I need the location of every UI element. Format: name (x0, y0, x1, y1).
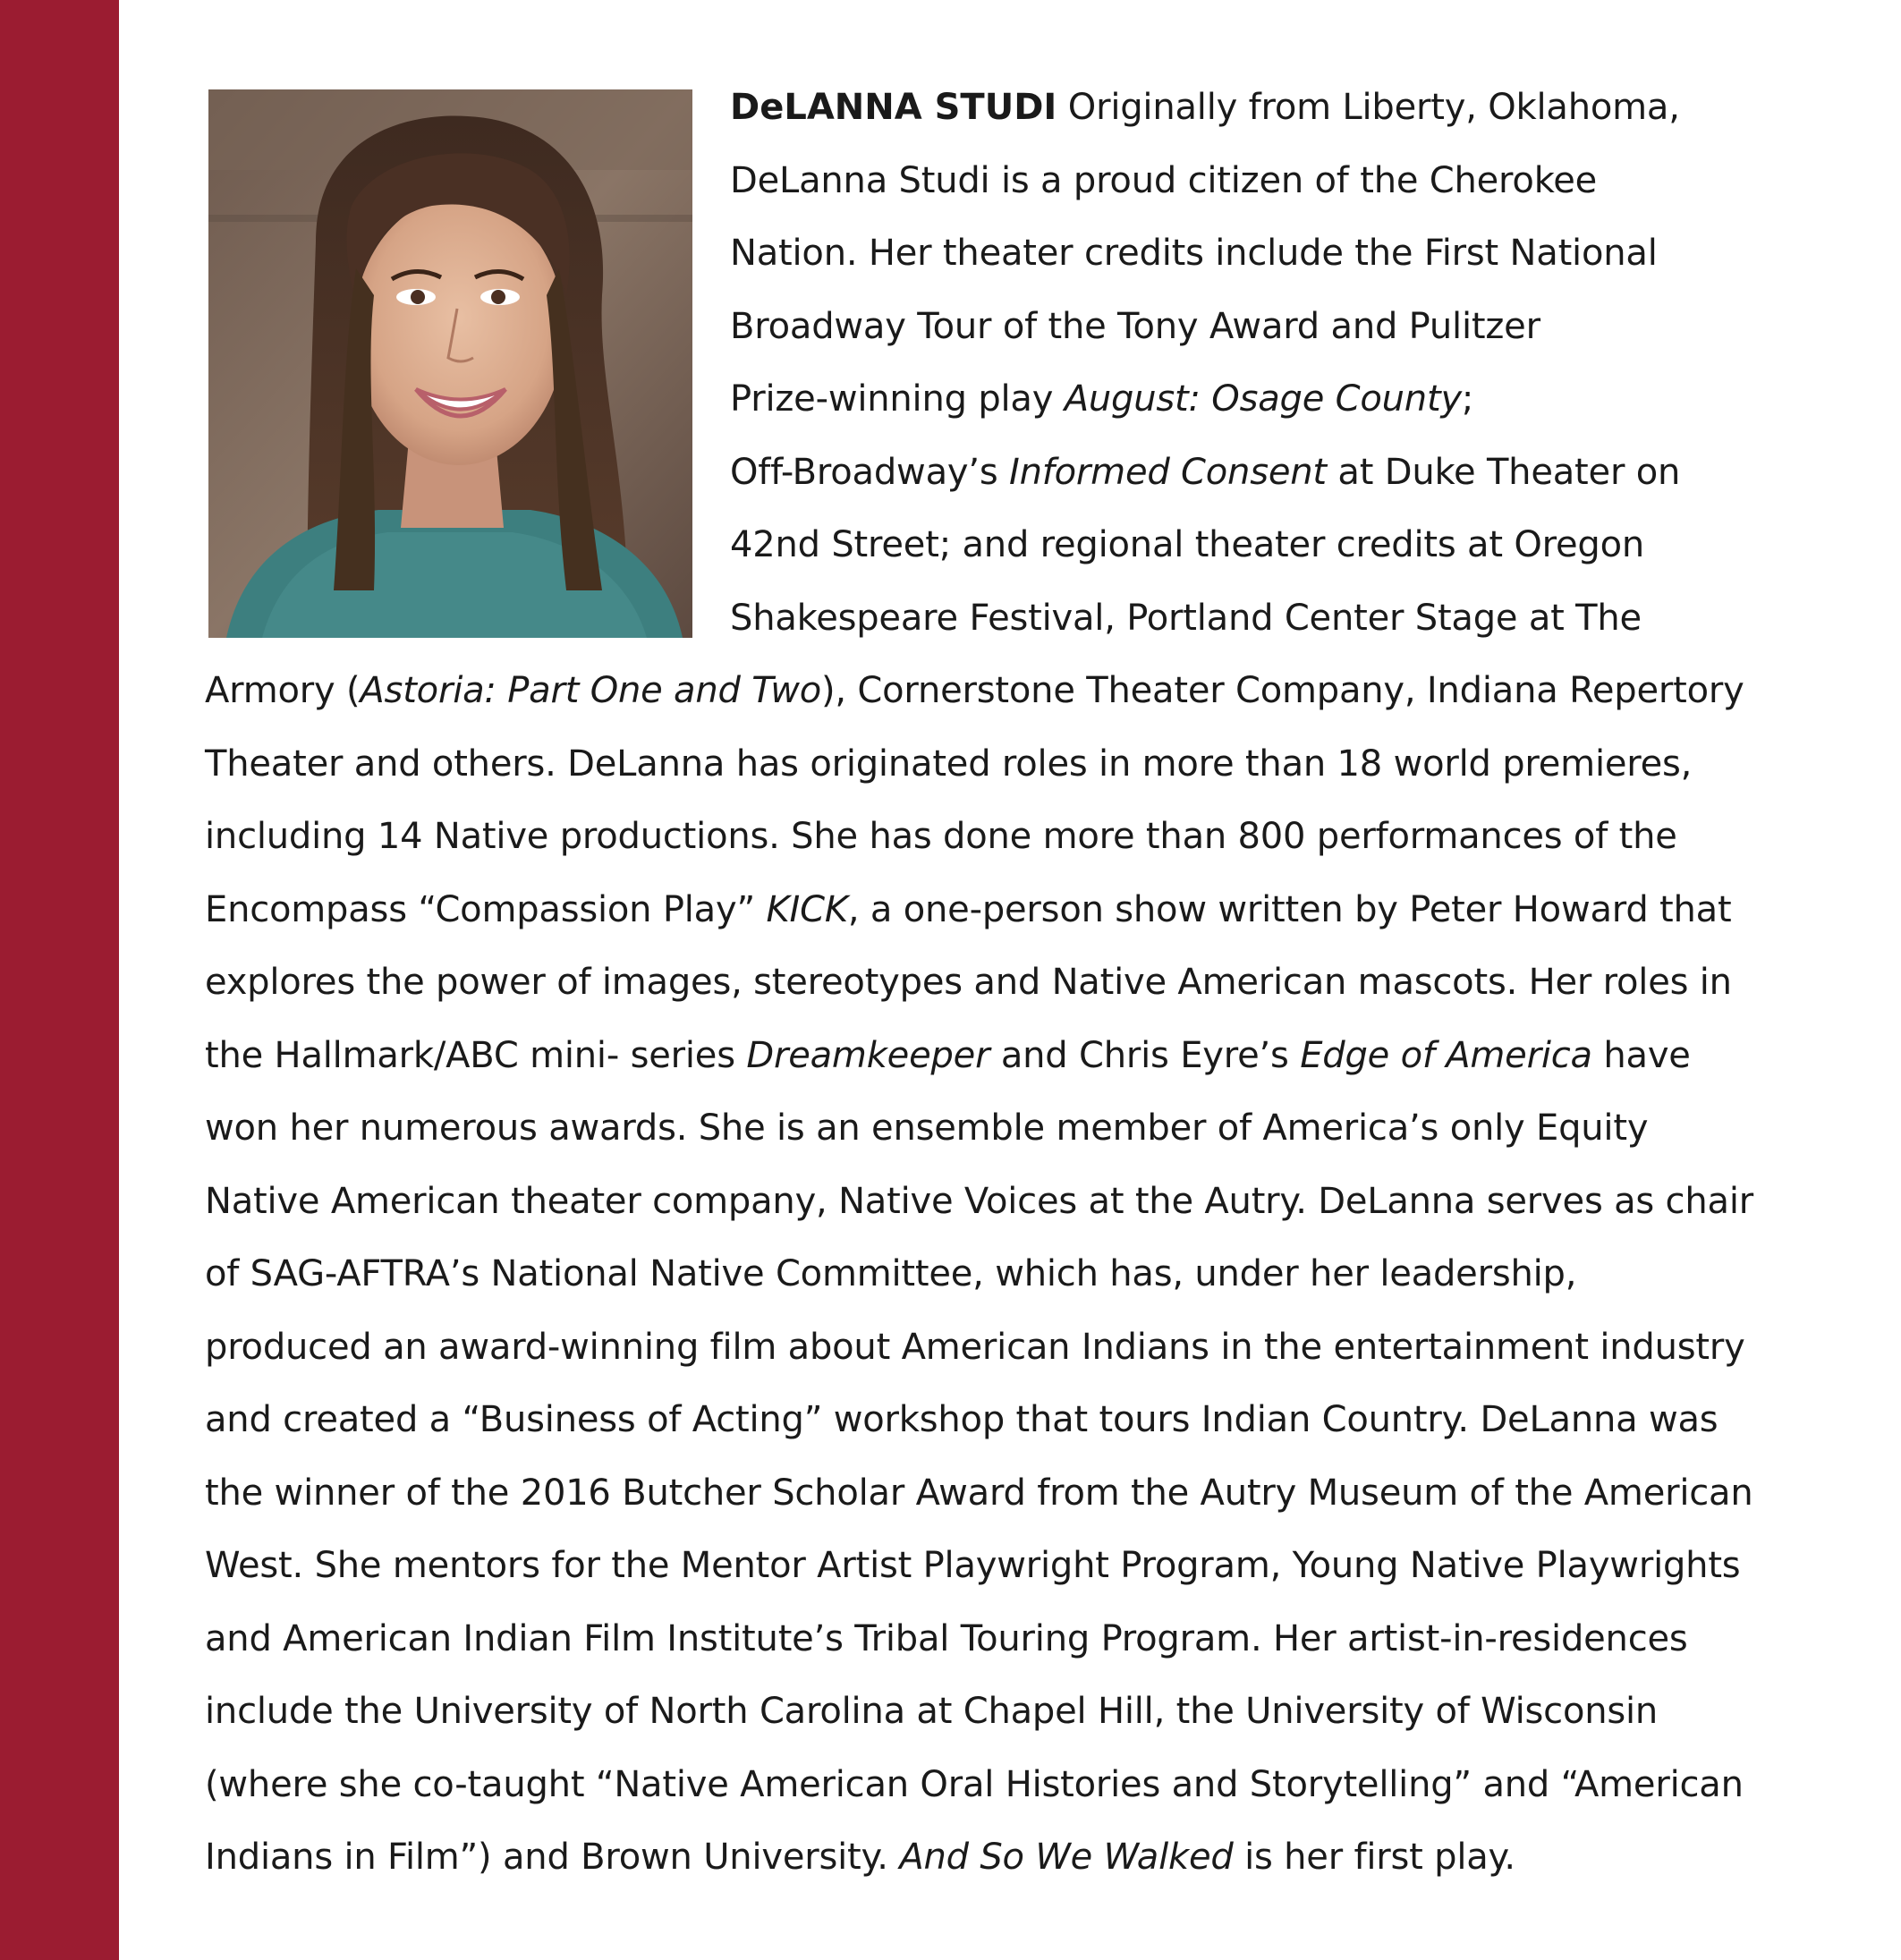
title-informed-consent: Informed Consent (1009, 451, 1327, 493)
bio-name: DeLANNA STUDI (730, 87, 1057, 128)
title-dreamkeeper: Dreamkeeper (746, 1034, 990, 1076)
title-kick: KICK (766, 888, 848, 930)
bio-line: the Hallmark/ABC mini- series Dreamkeeper and Chris Eyre’s Edge of America have (205, 1034, 1691, 1076)
bio-line: including 14 Native productions. She has done more than 800 performances of the (205, 816, 1677, 857)
title-edge-of-america: Edge of America (1300, 1034, 1592, 1076)
bio-line: Prize-winning play August: Osage County; (730, 378, 1474, 420)
bio-line: (where she co-taught “Native American Oral Histories and Storytelling” and “American (205, 1763, 1744, 1805)
bio-line: Native American theater company, Native Voices at the Autry. DeLanna serves as chair (205, 1180, 1753, 1222)
title-august-osage-county: August: Osage County (1064, 378, 1462, 420)
bio-line: Indians in Film”) and Brown University. And So We Walked is her first play. (205, 1837, 1515, 1878)
bio-line: DeLANNA STUDI Originally from Liberty, Oklahoma, (730, 87, 1680, 128)
bio-line: Nation. Her theater credits include the First National (730, 233, 1658, 274)
bio-line: 42nd Street; and regional theater credits at Oregon (730, 524, 1645, 565)
bio-line: include the University of North Carolina at Chapel Hill, the University of Wisconsin (205, 1691, 1659, 1732)
bio-line: Broadway Tour of the Tony Award and Pulitzer (730, 305, 1540, 347)
bio-line: West. She mentors for the Mentor Artist Playwright Program, Young Native Playwrights (205, 1545, 1741, 1586)
bio-line: won her numerous awards. She is an ensemble member of America’s only Equity (205, 1107, 1649, 1149)
title-astoria: Astoria: Part One and Two (360, 670, 821, 711)
bio-line: and American Indian Film Institute’s Tribal Touring Program. Her artist-in-residences (205, 1617, 1688, 1659)
bio-line: the winner of the 2016 Butcher Scholar Award from the Autry Museum of the American (205, 1472, 1753, 1514)
bio-line: of SAG-AFTRA’s National Native Committee, which has, under her leadership, (205, 1253, 1577, 1294)
bio-line: Armory (Astoria: Part One and Two), Cornerstone Theater Company, Indiana Repertory (205, 670, 1744, 711)
bio-line: DeLanna Studi is a proud citizen of the Cherokee (730, 159, 1598, 201)
bio-text (205, 72, 1753, 1895)
bio-line: produced an award-winning film about American Indians in the entertainment industry (205, 1326, 1745, 1368)
bio-line: Encompass “Compassion Play” KICK, a one-person show written by Peter Howard that (205, 888, 1732, 930)
bio-line: Off-Broadway’s Informed Consent at Duke Theater on (730, 451, 1681, 493)
bio-line: and created a “Business of Acting” workshop that tours Indian Country. DeLanna was (205, 1399, 1719, 1440)
bio-line: Shakespeare Festival, Portland Center Stage at The (730, 597, 1642, 639)
bio-line: Theater and others. DeLanna has originated roles in more than 18 world premieres, (205, 742, 1693, 785)
bio-line: explores the power of images, stereotypes and Native American mascots. Her roles in (205, 962, 1732, 1003)
accent-side-bar (0, 0, 119, 1960)
title-and-so-we-walked: And So We Walked (899, 1837, 1234, 1878)
